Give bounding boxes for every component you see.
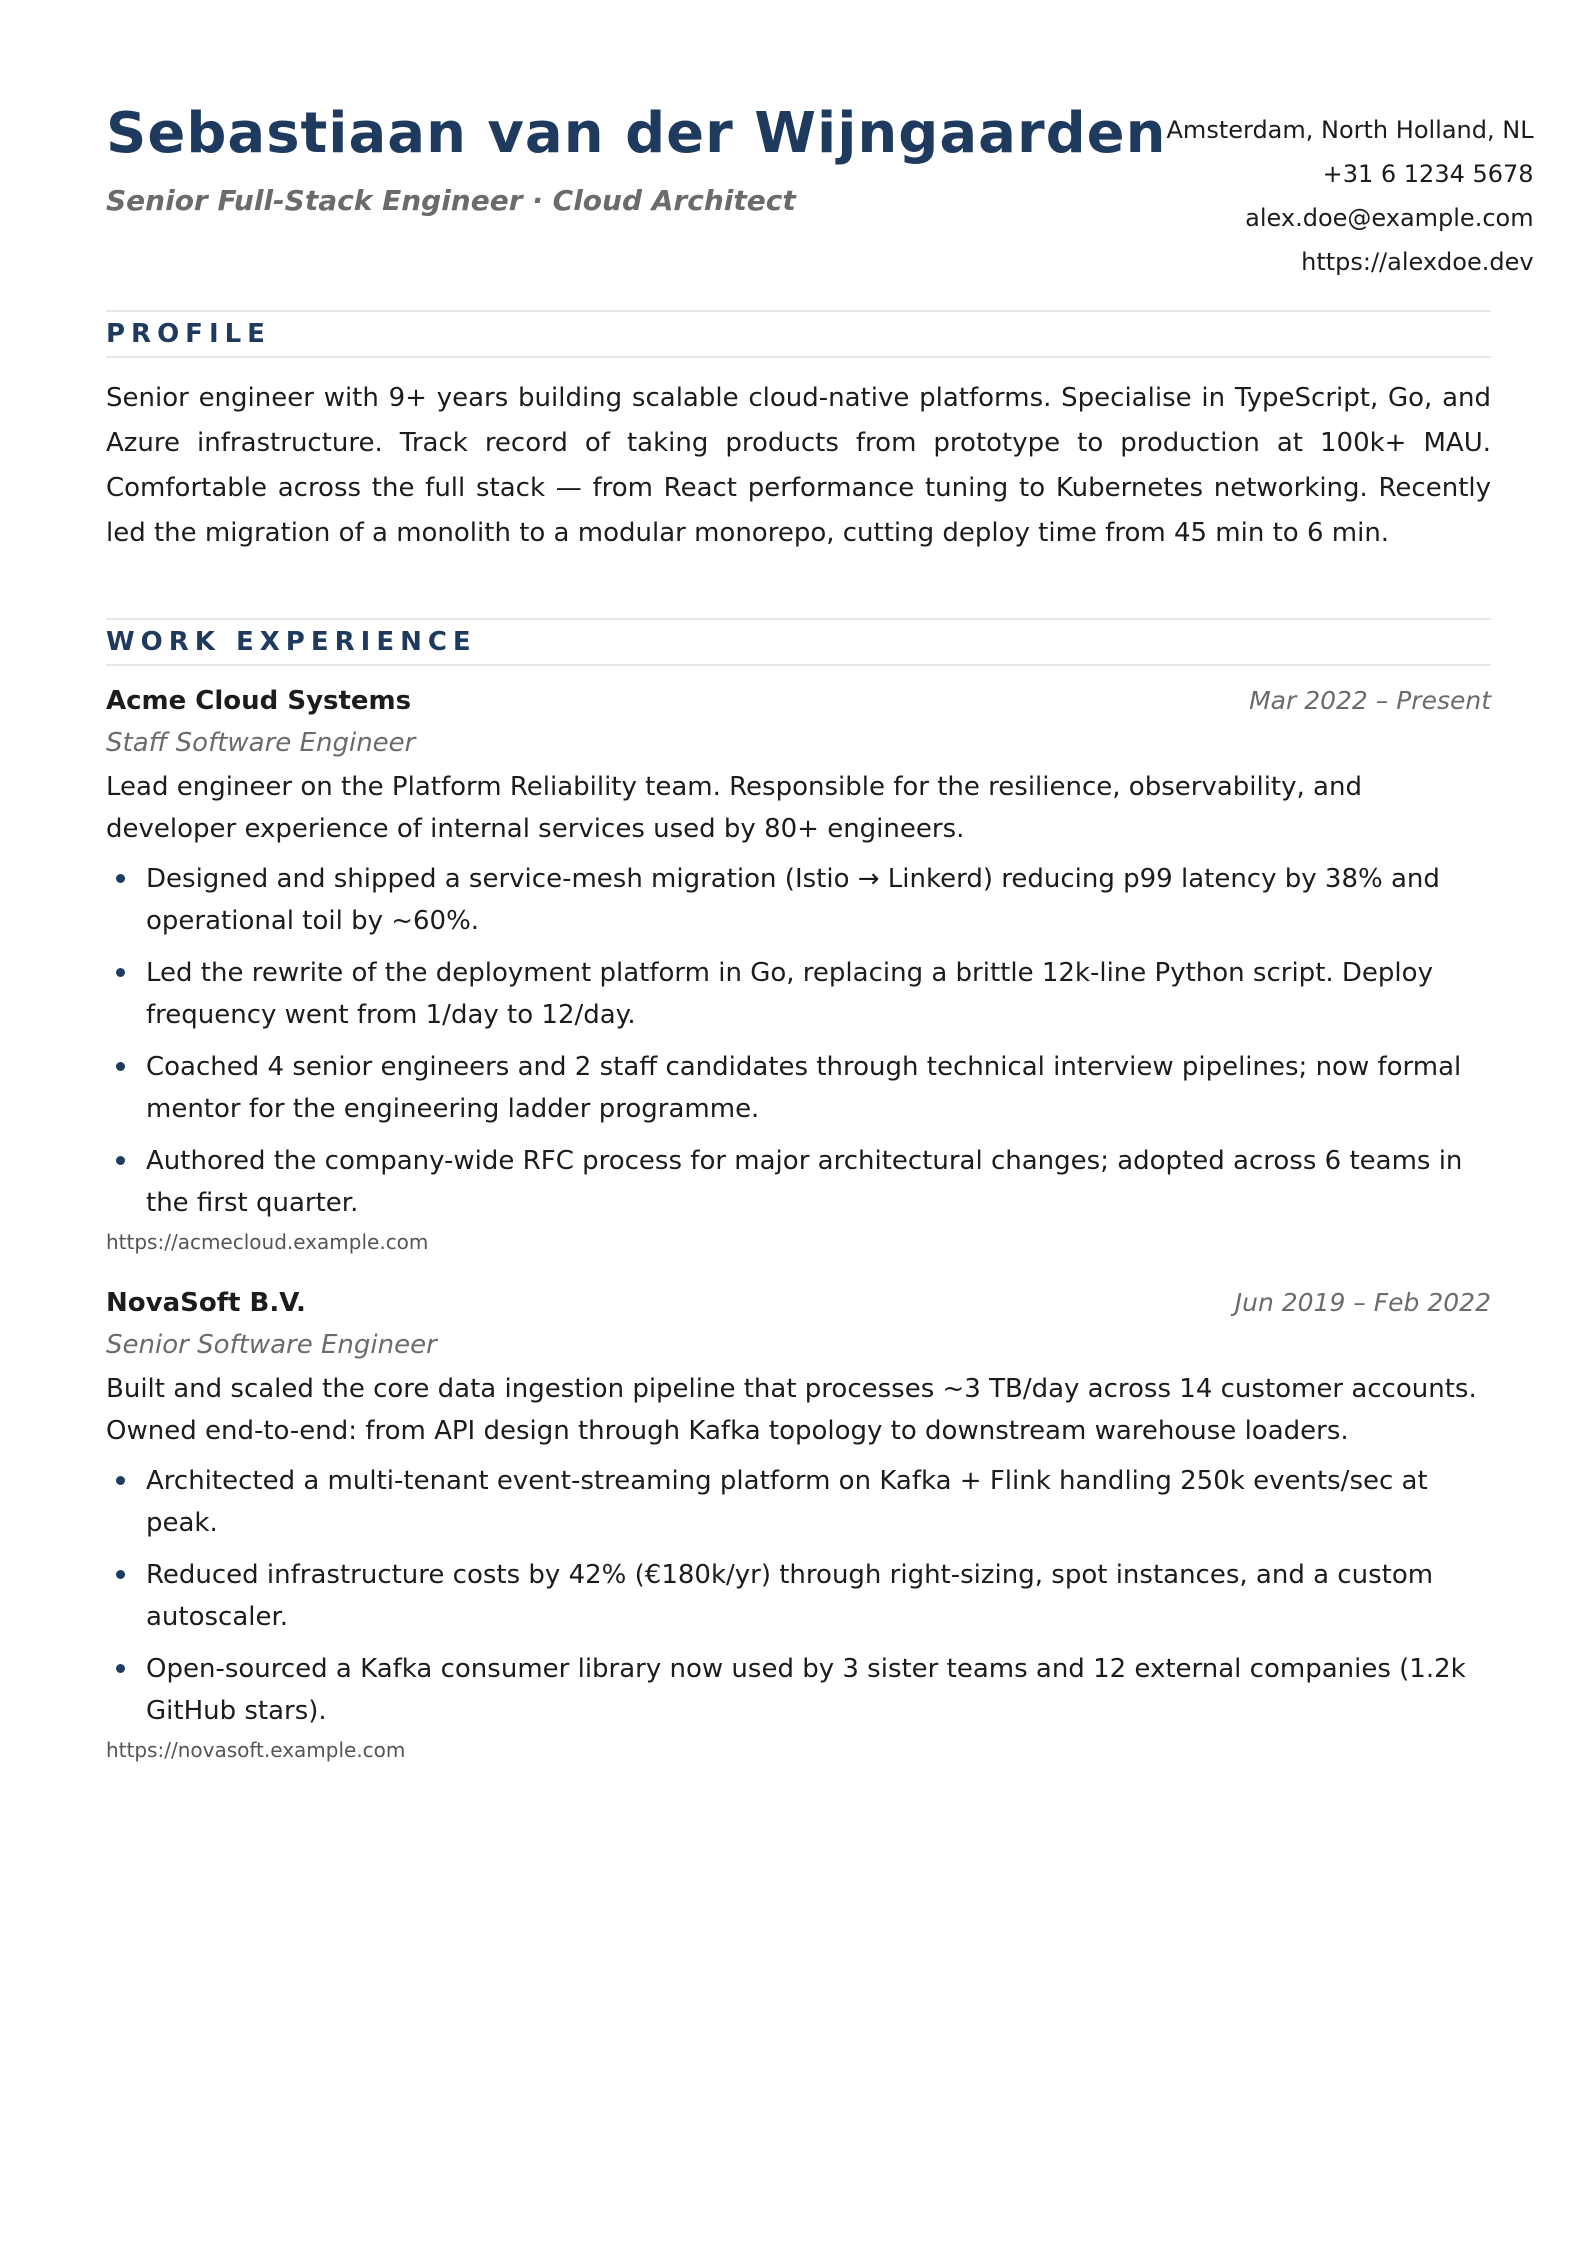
contact-location: Amsterdam, North Holland, NL [1166,116,1534,144]
job-summary: Built and scaled the core data ingestion pipeline that processes ~3 TB/day across 14 customer accounts. Owned end-to-end: from API design through Kafka topology to downstream warehouse loaders. [106,1374,1477,1446]
job-bullet-text: Designed and shipped a service-mesh migration (Istio → Linkerd) reducing p99 latency by 38% and operational toil by ~60%. [146,864,1440,936]
work-heading-bar [106,618,1491,666]
bullet-dot-icon [116,1062,125,1071]
job-role: Senior Software Engineer [106,1330,437,1360]
job-bullet [106,1140,1491,1224]
job-bullets [106,1460,1491,1732]
candidate-tagline: Senior Full-Stack Engineer · Cloud Architect [106,184,796,217]
profile-heading: PROFILE [106,319,271,349]
job-bullet [106,1554,1491,1638]
profile-text: Senior engineer with 9+ years building scalable cloud-native platforms. Specialise in TypeScript, Go, and Azure infrastructure. Track record of taking products from prototype to production at 100k+ MAU. Comfortable across the full stack — from React performance tuning to Kubernetes networking. Recently led the migration of a monolith to a modular monorepo, cutting deploy time from 45 min to 6 min. [106,383,1491,548]
work-heading: WORK EXPERIENCE [106,627,477,657]
job-entry [106,1288,1491,1762]
job-bullet-text: Authored the company-wide RFC process for major architectural changes; adopted across 6 teams in the first quarter. [146,1146,1463,1218]
job-header [106,1288,1491,1318]
name-block [106,98,1167,217]
job-bullet [106,858,1491,942]
job-url[interactable]: https://acmecloud.example.com [106,1230,429,1254]
job-bullet-text: Architected a multi-tenant event-streaming platform on Kafka + Flink handling 250k events/sec at peak. [146,1466,1428,1538]
resume-header [106,98,1534,310]
profile-heading-bar [106,310,1491,358]
job-bullet [106,1460,1491,1544]
bullet-dot-icon [116,874,125,883]
bullet-dot-icon [116,1476,125,1485]
job-company: Acme Cloud Systems [106,686,412,716]
contact-block [1167,108,1534,284]
job-bullet [106,952,1491,1036]
candidate-name: Sebastiaan van der Wijngaarden [106,101,1167,166]
work-experience-section [106,618,1491,1762]
contact-email[interactable]: alex.doe@example.com [1245,204,1534,232]
job-entry [106,686,1491,1254]
job-bullets [106,858,1491,1224]
contact-phone: +31 6 1234 5678 [1322,160,1534,188]
job-summary: Lead engineer on the Platform Reliability team. Responsible for the resilience, observability, and developer experience of internal services used by 80+ engineers. [106,772,1362,844]
job-url[interactable]: https://novasoft.example.com [106,1738,406,1762]
job-bullet-text: Coached 4 senior engineers and 2 staff candidates through technical interview pipelines; now formal mentor for the engineering ladder programme. [146,1052,1462,1124]
bullet-dot-icon [116,1156,125,1165]
bullet-dot-icon [116,1570,125,1579]
profile-section [106,310,1491,556]
job-bullet-text: Reduced infrastructure costs by 42% (€180k/yr) through right-sizing, spot instances, and a custom autoscaler. [146,1560,1434,1632]
job-role: Staff Software Engineer [106,728,416,758]
job-header [106,686,1491,716]
job-dates: Mar 2022 – Present [1249,686,1491,715]
job-company: NovaSoft B.V. [106,1288,306,1318]
bullet-dot-icon [116,968,125,977]
job-bullet [106,1648,1491,1732]
job-bullet-text: Open-sourced a Kafka consumer library now used by 3 sister teams and 12 external companies (1.2k GitHub stars). [146,1654,1466,1726]
bullet-dot-icon [116,1664,125,1673]
job-dates: Jun 2019 – Feb 2022 [1234,1288,1491,1317]
job-bullet [106,1046,1491,1130]
job-bullet-text: Led the rewrite of the deployment platform in Go, replacing a brittle 12k-line Python script. Deploy frequency went from 1/day to 12/day. [146,958,1433,1030]
contact-website[interactable]: https://alexdoe.dev [1301,248,1534,276]
